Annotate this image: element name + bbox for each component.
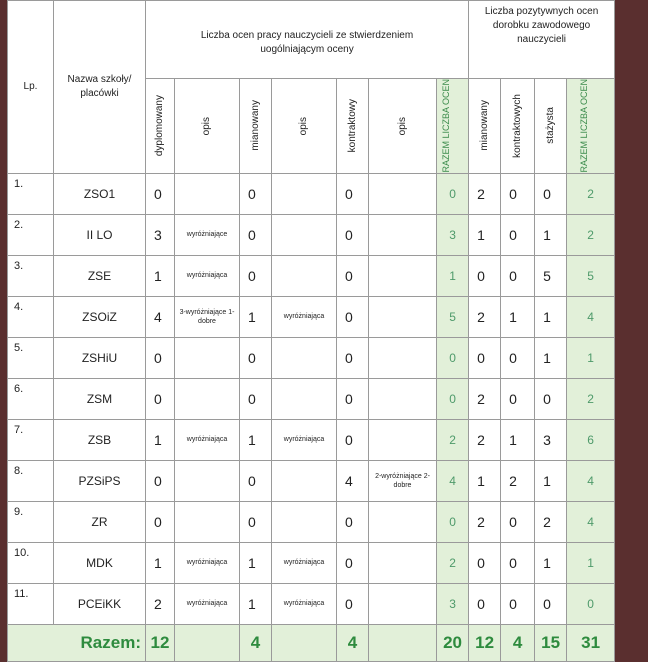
total-razem2: 31 [567, 624, 615, 661]
total-razem1: 20 [437, 624, 469, 661]
opis1-cell [175, 501, 240, 542]
stazysta-cell: 0 [535, 378, 567, 419]
total-kontraktowych: 4 [501, 624, 535, 661]
mianowany2-cell: 1 [469, 460, 501, 501]
mianowany2-cell: 0 [469, 337, 501, 378]
opis3-cell [369, 296, 437, 337]
kontraktowych-cell: 0 [501, 378, 535, 419]
stazysta-cell: 0 [535, 173, 567, 214]
opis1-cell: wyróżniająca [175, 542, 240, 583]
opis3-cell [369, 419, 437, 460]
razem2-cell: 2 [567, 214, 615, 255]
kontraktowych-header: kontraktowych [501, 79, 535, 174]
razem1-cell: 0 [437, 378, 469, 419]
opis2-cell [272, 378, 337, 419]
opis3-cell [369, 378, 437, 419]
school-name-cell: II LO [54, 214, 146, 255]
totals-label: Razem: [8, 624, 146, 661]
opis2-cell: wyróżniająca [272, 542, 337, 583]
school-name-header: Nazwa szkoły/ placówki [54, 1, 146, 174]
lp-cell: 8. [8, 460, 54, 501]
razem1-cell: 0 [437, 501, 469, 542]
kontraktowych-cell: 0 [501, 583, 535, 624]
mianowany2-cell: 0 [469, 255, 501, 296]
lp-cell: 6. [8, 378, 54, 419]
table-row [8, 460, 615, 501]
table-row [8, 255, 615, 296]
mianowany2-cell: 2 [469, 296, 501, 337]
opis2-cell [272, 501, 337, 542]
positive-evaluations-title: Liczba pozytywnych ocen dorobku zawodowego nauczycieli [484, 6, 599, 45]
opis1-header: opis [175, 79, 240, 174]
kontraktowy-cell: 0 [337, 255, 369, 296]
dyplomowany-cell: 0 [146, 501, 175, 542]
total-mianowany: 4 [240, 624, 272, 661]
stazysta-cell: 2 [535, 501, 567, 542]
mianowany2-cell: 1 [469, 214, 501, 255]
lp-cell: 9. [8, 501, 54, 542]
kontraktowych-cell: 0 [501, 337, 535, 378]
razem2-cell: 6 [567, 419, 615, 460]
opis2-cell: wyróżniająca [272, 419, 337, 460]
mianowany-cell: 0 [240, 460, 272, 501]
opis3-cell [369, 255, 437, 296]
opis2-header: opis [272, 79, 337, 174]
opis3-cell: 2-wyróżniające 2-dobre [369, 460, 437, 501]
mianowany-header: mianowany [240, 79, 272, 174]
razem1-cell: 4 [437, 460, 469, 501]
opis1-cell [175, 460, 240, 501]
opis2-cell: wyróżniająca [272, 296, 337, 337]
table-row [8, 173, 615, 214]
kontraktowy-cell: 4 [337, 460, 369, 501]
razem2-cell: 0 [567, 583, 615, 624]
school-name-cell: ZSO1 [54, 173, 146, 214]
table-row [8, 501, 615, 542]
razem2-cell: 5 [567, 255, 615, 296]
school-name-cell: ZSE [54, 255, 146, 296]
table-row [8, 419, 615, 460]
kontraktowy-cell: 0 [337, 542, 369, 583]
opis1-cell: wyróżniające [175, 214, 240, 255]
school-name-cell: PCEiKK [54, 583, 146, 624]
opis1-cell [175, 337, 240, 378]
lp-cell: 4. [8, 296, 54, 337]
opis1-cell [175, 173, 240, 214]
razem2-cell: 2 [567, 173, 615, 214]
dyplomowany-cell: 1 [146, 255, 175, 296]
kontraktowy-cell: 0 [337, 501, 369, 542]
mianowany-cell: 0 [240, 214, 272, 255]
mianowany2-cell: 0 [469, 583, 501, 624]
opis1-cell: wyróżniająca [175, 255, 240, 296]
stazysta-cell: 0 [535, 583, 567, 624]
kontraktowy-cell: 0 [337, 296, 369, 337]
evaluation-table-sheet [7, 0, 614, 659]
razem2-cell: 1 [567, 542, 615, 583]
school-name-cell: ZSHiU [54, 337, 146, 378]
header-row-top [8, 1, 615, 79]
school-name-cell: MDK [54, 542, 146, 583]
opis3-cell [369, 542, 437, 583]
razem1-cell: 0 [437, 337, 469, 378]
kontraktowych-cell: 1 [501, 419, 535, 460]
mianowany2-cell: 2 [469, 501, 501, 542]
razem2-header: RAZEM LICZBA OCEN [567, 79, 615, 174]
dyplomowany-cell: 3 [146, 214, 175, 255]
lp-cell: 1. [8, 173, 54, 214]
kontraktowy-cell: 0 [337, 583, 369, 624]
opis3-header: opis [369, 79, 437, 174]
stazysta-cell: 3 [535, 419, 567, 460]
school-name-cell: PZSiPS [54, 460, 146, 501]
kontraktowych-cell: 0 [501, 501, 535, 542]
dyplomowany-cell: 0 [146, 460, 175, 501]
total-dyplomowany: 12 [146, 624, 175, 661]
opis2-cell [272, 255, 337, 296]
lp-cell: 7. [8, 419, 54, 460]
stazysta-cell: 1 [535, 460, 567, 501]
mianowany-cell: 1 [240, 419, 272, 460]
razem2-cell: 4 [567, 296, 615, 337]
mianowany-cell: 0 [240, 173, 272, 214]
kontraktowych-cell: 0 [501, 173, 535, 214]
table-row [8, 542, 615, 583]
table-body [8, 173, 615, 624]
dyplomowany-cell: 0 [146, 173, 175, 214]
razem1-header: RAZEM LICZBA OCEN [437, 79, 469, 174]
stazysta-header: stażysta [535, 79, 567, 174]
lp-cell: 10. [8, 542, 54, 583]
school-name-cell: ZR [54, 501, 146, 542]
stazysta-cell: 1 [535, 296, 567, 337]
stazysta-cell: 1 [535, 337, 567, 378]
opis2-cell: wyróżniająca [272, 583, 337, 624]
opis2-cell [272, 173, 337, 214]
mianowany2-cell: 2 [469, 173, 501, 214]
lp-header: Lp. [8, 1, 54, 174]
mianowany-cell: 1 [240, 542, 272, 583]
dyplomowany-header: dyplomowany [146, 79, 175, 174]
opis2-cell [272, 337, 337, 378]
kontraktowy-cell: 0 [337, 214, 369, 255]
total-stazysta: 15 [535, 624, 567, 661]
mianowany-cell: 1 [240, 296, 272, 337]
total-opis3 [369, 624, 437, 661]
dyplomowany-cell: 0 [146, 378, 175, 419]
razem1-cell: 1 [437, 255, 469, 296]
razem1-cell: 3 [437, 214, 469, 255]
kontraktowych-cell: 0 [501, 214, 535, 255]
razem1-cell: 2 [437, 419, 469, 460]
kontraktowy-cell: 0 [337, 378, 369, 419]
positive-evaluations-header [469, 1, 615, 79]
kontraktowych-cell: 2 [501, 460, 535, 501]
lp-cell: 11. [8, 583, 54, 624]
opis3-cell [369, 214, 437, 255]
table-row [8, 378, 615, 419]
razem2-cell: 4 [567, 501, 615, 542]
total-opis1 [175, 624, 240, 661]
kontraktowych-cell: 1 [501, 296, 535, 337]
lp-cell: 2. [8, 214, 54, 255]
lp-cell: 3. [8, 255, 54, 296]
kontraktowy-cell: 0 [337, 337, 369, 378]
opis2-cell [272, 460, 337, 501]
lp-cell: 5. [8, 337, 54, 378]
opis2-cell [272, 214, 337, 255]
dyplomowany-cell: 1 [146, 419, 175, 460]
stazysta-cell: 1 [535, 214, 567, 255]
table-row [8, 583, 615, 624]
opis1-cell: 3-wyróżniające 1-dobre [175, 296, 240, 337]
razem1-cell: 2 [437, 542, 469, 583]
opis3-cell [369, 583, 437, 624]
dyplomowany-cell: 1 [146, 542, 175, 583]
opis3-cell [369, 501, 437, 542]
teacher-evaluations-header [146, 1, 469, 79]
teacher-evaluations-title: Liczba ocen pracy nauczycieli ze stwierdzeniem uogólniającym oceny [200, 30, 414, 55]
mianowany2-cell: 0 [469, 542, 501, 583]
evaluation-table [7, 0, 615, 662]
kontraktowy-cell: 0 [337, 173, 369, 214]
table-row [8, 296, 615, 337]
dyplomowany-cell: 2 [146, 583, 175, 624]
kontraktowy-header: kontraktowy [337, 79, 369, 174]
razem2-cell: 2 [567, 378, 615, 419]
total-opis2 [272, 624, 337, 661]
mianowany2-header: mianowany [469, 79, 501, 174]
stazysta-cell: 5 [535, 255, 567, 296]
table-row [8, 337, 615, 378]
school-name-cell: ZSM [54, 378, 146, 419]
totals-row [8, 624, 615, 661]
opis3-cell [369, 337, 437, 378]
table-row [8, 214, 615, 255]
total-kontraktowy: 4 [337, 624, 369, 661]
razem2-cell: 4 [567, 460, 615, 501]
kontraktowych-cell: 0 [501, 255, 535, 296]
opis1-cell: wyróżniająca [175, 419, 240, 460]
mianowany-cell: 0 [240, 255, 272, 296]
dyplomowany-cell: 0 [146, 337, 175, 378]
razem2-cell: 1 [567, 337, 615, 378]
mianowany-cell: 1 [240, 583, 272, 624]
kontraktowy-cell: 0 [337, 419, 369, 460]
dyplomowany-cell: 4 [146, 296, 175, 337]
mianowany-cell: 0 [240, 501, 272, 542]
total-mianowany2: 12 [469, 624, 501, 661]
opis3-cell [369, 173, 437, 214]
razem1-cell: 3 [437, 583, 469, 624]
school-name-cell: ZSOiZ [54, 296, 146, 337]
stazysta-cell: 1 [535, 542, 567, 583]
kontraktowych-cell: 0 [501, 542, 535, 583]
razem1-cell: 5 [437, 296, 469, 337]
opis1-cell [175, 378, 240, 419]
opis1-cell: wyróżniająca [175, 583, 240, 624]
mianowany2-cell: 2 [469, 378, 501, 419]
mianowany2-cell: 2 [469, 419, 501, 460]
razem1-cell: 0 [437, 173, 469, 214]
mianowany-cell: 0 [240, 337, 272, 378]
mianowany-cell: 0 [240, 378, 272, 419]
school-name-cell: ZSB [54, 419, 146, 460]
